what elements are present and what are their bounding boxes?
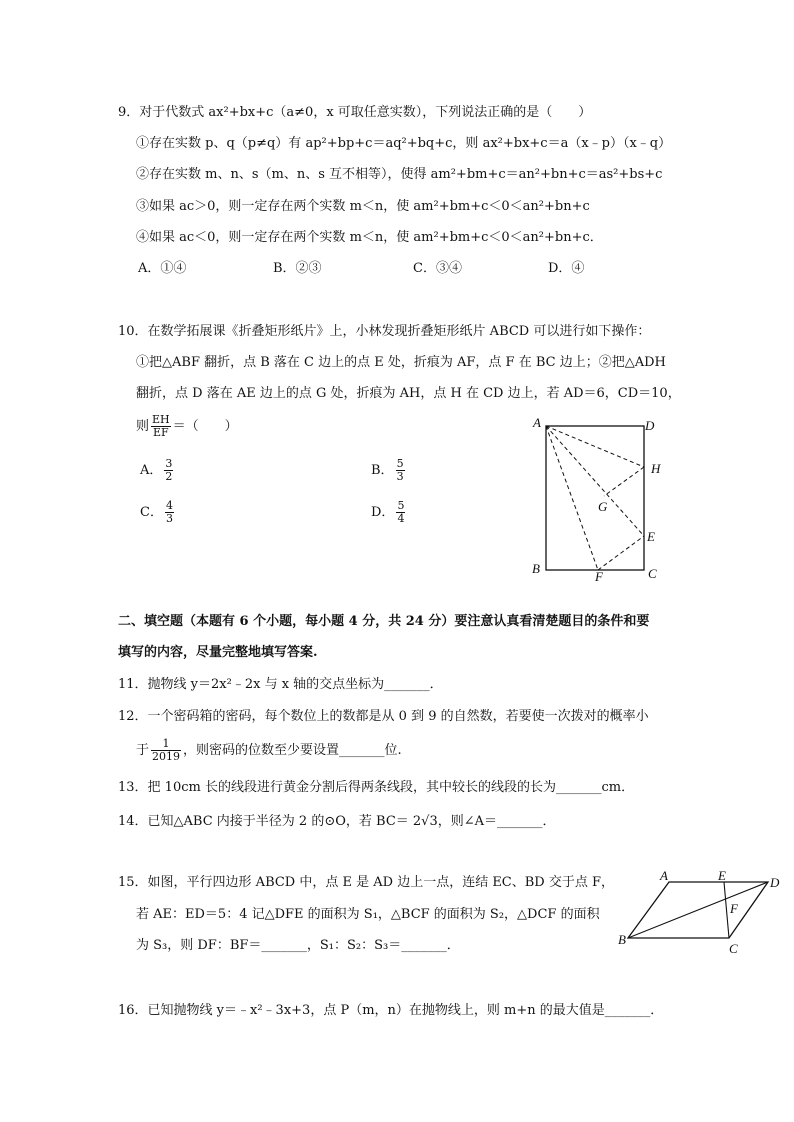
q9-option-c: C．③④ (413, 261, 462, 276)
ratio-denominator: EF (152, 426, 169, 439)
q9-option-b: B．②③ (273, 261, 322, 276)
ratio-prefix: 则 (136, 419, 150, 434)
q12-line-1: 12．一个密码箱的密码，每个数位上的数都是从 0 到 9 的自然数，若要使一次拨对的概率小 (118, 709, 649, 724)
segment-ec (724, 882, 729, 938)
q9-statement-4: ④如果 ac＜0，则一定存在两个实数 m＜n，使 am²+bm+c＜0＜an²+bn+c． (136, 230, 603, 245)
q14: 14．已知△ABC 内接于半径为 2 的⊙O，若 BC＝ 2√3，则∠A＝_______． (118, 814, 556, 829)
label-f: F (595, 569, 603, 584)
label-g: G (598, 499, 608, 514)
q12-numerator: 1 (151, 738, 181, 751)
q9-option-d: D．④ (548, 261, 585, 276)
label-a: A (533, 415, 541, 430)
q10-option-a: A． $\frac{3}{2}$ (140, 457, 173, 483)
q9-statement-2: ②存在实数 m、n、s（m、n、s 互不相等），使得 am²+bm+c＝an²+bn+c＝as²+bs+c (136, 167, 663, 182)
q15-line-1: 15．如图，平行四边形 ABCD 中，点 E 是 AD 边上一点，连结 EC、BD 交于点 F， (118, 875, 615, 890)
q10-line-1: 10．在数学拓展课《折叠矩形纸片》上，小林发现折叠矩形纸片 ABCD 可以进行如下操作： (118, 324, 651, 339)
q9-statement-1: ①存在实数 p、q（p≠q）有 ap²+bp+c＝aq²+bq+c，则 ax²+bx+c＝a（x﹣p）（x﹣q） (136, 136, 672, 151)
q13: 13．把 10cm 长的线段进行黄金分割后得两条线段，其中较长的线段的长为_______cm． (118, 780, 635, 795)
q16: 16．已知抛物线 y＝﹣x²﹣3x+3，点 P（m，n）在抛物线上，则 m+n 的最大值是_______． (118, 1003, 664, 1018)
label-a: A (660, 868, 668, 883)
label-d: D (770, 875, 780, 890)
section2-heading-2: 填写的内容，尽量完整地填写答案. (118, 645, 318, 660)
label-f: F (730, 901, 738, 916)
label-b: B (532, 561, 540, 576)
q10-option-c: C． $\frac{4}{3}$ (140, 499, 173, 525)
label-d: D (645, 418, 655, 433)
ratio-suffix: ＝（ ） (172, 419, 238, 434)
label-e: E (647, 529, 655, 544)
q15-line-3: 为 S₃，则 DF：BF＝_______，S₁：S₂：S₃＝_______． (136, 938, 460, 953)
q9-stem: 9．对于代数式 ax²+bx+c（a≠0，x 可取任意实数），下列说法正确的是（ ） (118, 105, 592, 120)
label-e: E (718, 868, 726, 883)
label-c: C (729, 941, 738, 956)
q12-denominator: 2019 (152, 750, 181, 763)
q11: 11．抛物线 y＝2x²﹣2x 与 x 轴的交点坐标为_______． (118, 677, 443, 692)
q9-statement-3: ③如果 ac＞0，则一定存在两个实数 m＜n，使 am²+bm+c＜0＜an²+bn+c (136, 199, 590, 214)
q12-suffix: ，则密码的位数至少要设置_______位. (183, 743, 402, 758)
q10-line-2: ①把△ABF 翻折，点 B 落在 C 边上的点 E 处，折痕为 AF，点 F 在 BC 边上；②把△ADH (136, 355, 666, 370)
ratio-numerator: EH (152, 413, 170, 426)
label-b: B (618, 932, 626, 947)
q10-option-b: B． $\frac{5}{3}$ (371, 457, 404, 483)
label-h: H (651, 461, 661, 476)
section2-heading-1: 二、填空题（本题有 6 个小题，每小题 4 分，共 24 分）要注意认真看清楚题目的条件和要 (118, 614, 650, 629)
label-c: C (648, 566, 657, 581)
q9-option-a: A．①④ (138, 261, 187, 276)
q10-line-3: 翻折，点 D 落在 AE 边上的点 G 处，折痕为 AH，点 H 在 CD 边上，若 AD＝6，CD＝10， (136, 386, 681, 401)
q10-option-d: D． $\frac{5}{4}$ (371, 499, 405, 525)
q15-line-2: 若 AE：ED＝5：4 记△DFE 的面积为 S₁，△BCF 的面积为 S₂，△DCF 的面积 (136, 907, 600, 922)
q12-prefix: 于 (136, 743, 150, 758)
